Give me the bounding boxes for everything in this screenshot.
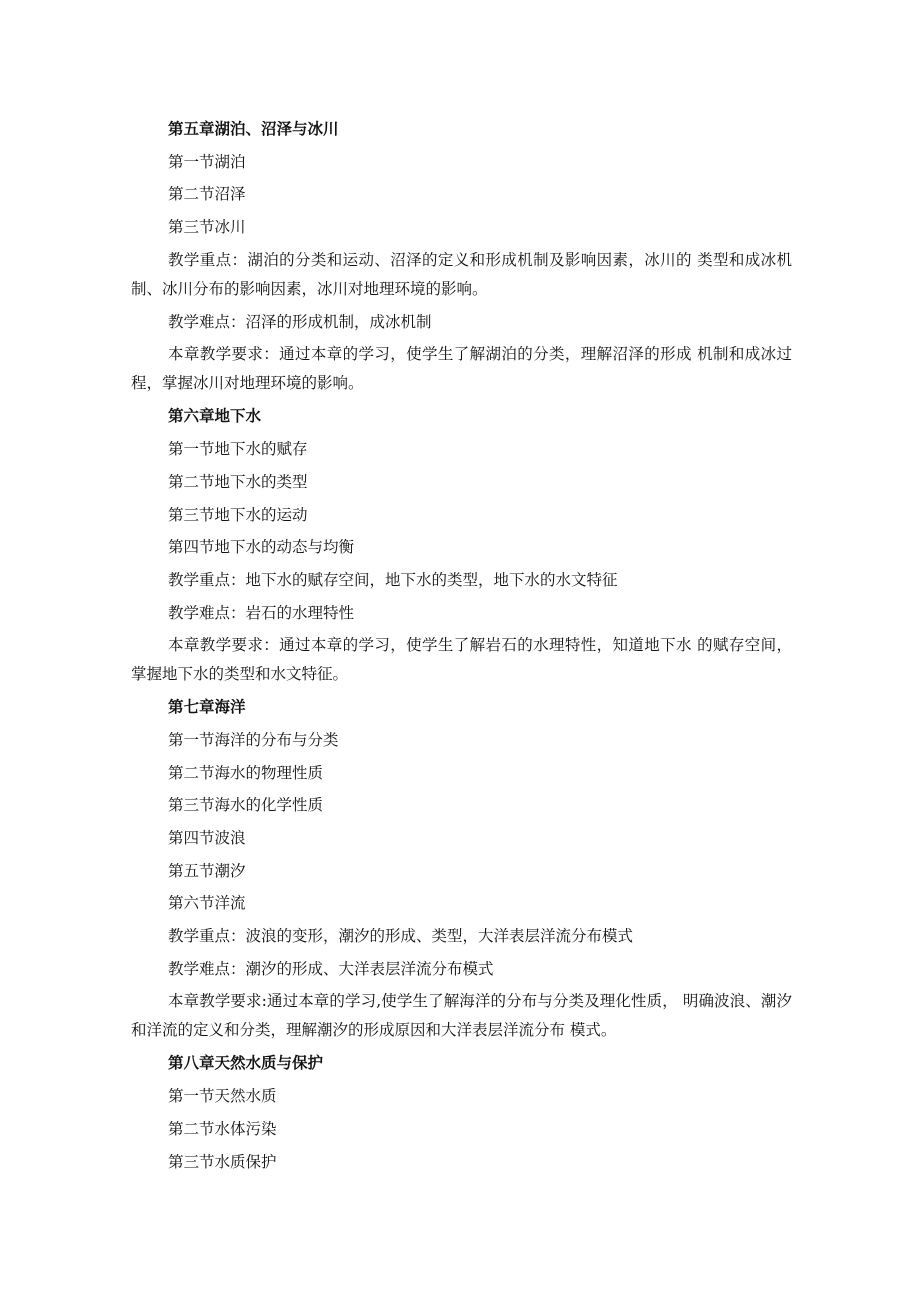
key-points: 教学重点：湖泊的分类和运动、沼泽的定义和形成机制及影响因素，冰川的 类型和成冰机制、冰川分布的影响因素，冰川对地理环境的影响。 <box>131 250 792 298</box>
chapter-title: 第八章天然水质与保护 <box>168 1054 324 1073</box>
document-page <box>0 113 920 1178</box>
requirements: 本章教学要求:通过本章的学习,使学生了解海洋的分布与分类及理化性质， 明确波浪、潮汐和洋流的定义和分类，理解潮汐的形成原因和大洋表层洋流分布 模式。 <box>131 992 792 1040</box>
difficulties: 教学难点：沼泽的形成机制，成冰机制 <box>168 312 432 331</box>
section-item: 第三节水质保护 <box>168 1152 277 1171</box>
chapter-7 <box>0 691 920 1047</box>
section-item: 第三节冰川 <box>168 218 246 237</box>
requirements: 本章教学要求：通过本章的学习，使学生了解湖泊的分类，理解沼泽的形成 机制和成冰过程，掌握冰川对地理环境的影响。 <box>131 345 792 393</box>
section-item: 第二节地下水的类型 <box>168 472 308 491</box>
chapter-8 <box>0 1047 920 1178</box>
section-item: 第一节天然水质 <box>168 1087 277 1106</box>
requirements: 本章教学要求：通过本章的学习，使学生了解岩石的水理特性，知道地下水 的赋存空间，掌握地下水的类型和水文特征。 <box>131 636 792 684</box>
chapter-title: 第五章湖泊、沼泽与冰川 <box>168 120 339 138</box>
chapter-5 <box>0 113 920 400</box>
section-item: 第二节水体污染 <box>168 1119 277 1138</box>
section-item: 第一节地下水的赋存 <box>168 440 308 459</box>
key-points: 教学重点：地下水的赋存空间，地下水的类型，地下水的水文特征 <box>168 570 618 589</box>
section-item: 第五节潮汐 <box>168 861 246 880</box>
section-item: 第二节沼泽 <box>168 185 246 204</box>
section-item: 第一节海洋的分布与分类 <box>168 730 339 749</box>
section-item: 第一节湖泊 <box>168 152 246 171</box>
chapter-6 <box>0 400 920 691</box>
section-item: 第二节海水的物理性质 <box>168 763 324 782</box>
key-points: 教学重点：波浪的变形，潮汐的形成、类型，大洋表层洋流分布模式 <box>168 927 634 946</box>
section-item: 第六节洋流 <box>168 894 246 913</box>
section-item: 第三节海水的化学性质 <box>168 796 324 815</box>
difficulties: 教学难点：岩石的水理特性 <box>168 603 355 622</box>
difficulties: 教学难点：潮汐的形成、大洋表层洋流分布模式 <box>168 959 494 978</box>
section-item: 第三节地下水的运动 <box>168 505 308 524</box>
section-item: 第四节地下水的动态与均衡 <box>168 538 355 557</box>
section-item: 第四节波浪 <box>168 829 246 847</box>
chapter-title: 第七章海洋 <box>168 698 246 717</box>
chapter-title: 第六章地下水 <box>168 407 262 426</box>
